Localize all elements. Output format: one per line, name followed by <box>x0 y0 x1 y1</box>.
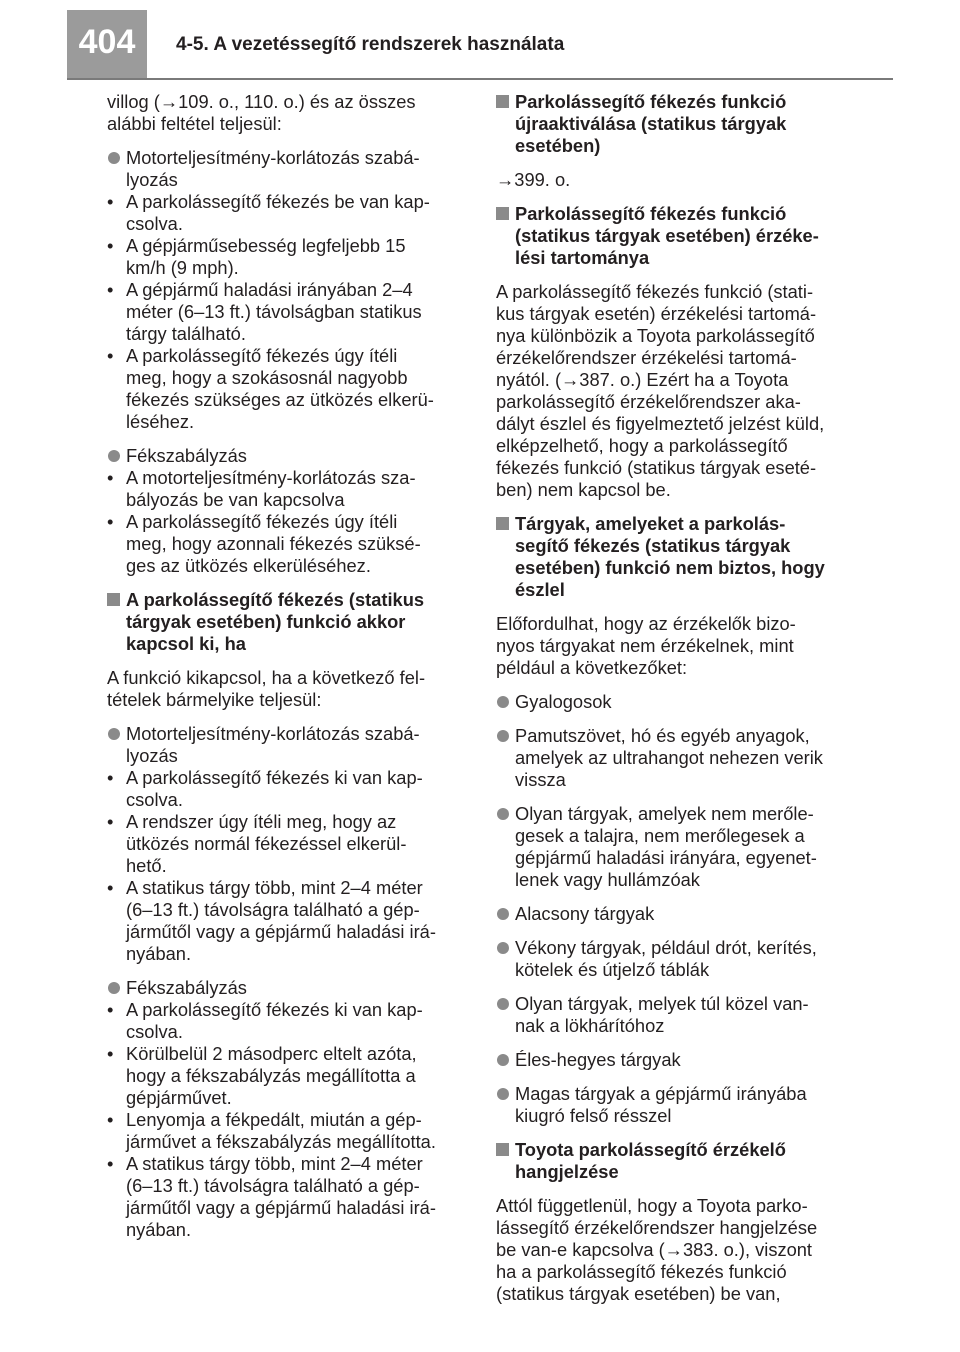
bullet-dot-icon <box>107 445 126 467</box>
heading-undetected-objects: Tárgyak, amelyeket a parkolás- segítő fékezés (statikus tárgyak esetében) funkció nem biztos, hogy észlel <box>496 513 856 601</box>
header-rule <box>67 78 893 80</box>
right-column <box>496 91 856 1317</box>
bullet-dot-icon <box>496 803 515 891</box>
list-item: Éles-hegyes tárgyak <box>496 1049 856 1071</box>
list-item: • A motorteljesítmény-korlátozás sza- bályozás be van kapcsolva <box>107 467 416 510</box>
list-item: • A gépjárműsebesség legfeljebb 15 km/h (9 mph). <box>107 235 406 278</box>
list-item: Gyalogosok <box>496 691 856 713</box>
bullet-dot-icon <box>496 937 515 981</box>
list-item: • A statikus tárgy több, mint 2–4 méter (6–13 ft.) távolságra található a gép- járműtől vagy a gépjármű haladási irá- nyában. <box>107 1153 436 1240</box>
list-item: • A parkolássegítő fékezés ki van kap- csolva. <box>107 767 423 810</box>
heading-function-off: A parkolássegítő fékezés (statikus tárgyak esetében) funkció akkor kapcsol ki, ha <box>107 589 467 655</box>
bullet-brake-control-off: Fékszabályzás • A parkolássegítő fékezés ki van kap- csolva. • Körülbelül 2 másodperc eltelt azóta, hogy a fékszabályzás megállította a gépjárművet. • Lenyomja a fékpedált, miután a gép- járművet a fékszabályzás megállította. • A statikus tárgy több, mint 2–4 méter (6–13 ft.) távolságra található a gép- járműtől vagy a gépjármű haladási irá- nyában. <box>107 977 467 1241</box>
bullet-dot-icon <box>496 1083 515 1127</box>
paragraph-detection-range: A parkolássegítő fékezés funkció (stati- kus tárgyak esetén) érzékelési tartomá- nya különbözik a Toyota parkolássegítő érzékelőrendszer érzékelési tartomá- nyától. (→387. o.) Ezért ha a Toyota parkolássegítő érzékelőrendszer aka- dályt észlel és figyelmeztető jelzést küld, elképzelhető, hogy a parkolássegítő fékezés funkció (statikus tárgyak eseté- ben) nem kapcsol be. <box>496 281 825 500</box>
list-item: • A parkolássegítő fékezés úgy ítéli meg, hogy azonnali fékezés szüksé- ges az ütközés elkerüléséhez. <box>107 511 421 576</box>
list-item: • A parkolássegítő fékezés be van kap- csolva. <box>107 191 430 234</box>
paragraph-off-conditions: A funkció kikapcsol, ha a következő fel- tételek bármelyike teljesül: <box>107 667 426 710</box>
section-title: 4-5. A vezetéssegítő rendszerek használata <box>176 34 565 55</box>
heading-square-icon <box>107 589 126 655</box>
bullet-dot-icon <box>496 993 515 1037</box>
list-item: Alacsony tárgyak <box>496 903 856 925</box>
paragraph-undetected-objects: Előfordulhat, hogy az érzékelők bizo- nyos tárgyakat nem érzékelnek, mint például a következőket: <box>496 613 796 678</box>
page-reference: →399. o. <box>496 169 571 190</box>
heading-square-icon <box>496 203 515 269</box>
heading-reactivation: Parkolássegítő fékezés funkció újraaktiválása (statikus tárgyak esetében) <box>496 91 856 157</box>
bullet-dot-icon <box>496 1049 515 1071</box>
list-item: • A parkolássegítő fékezés ki van kap- csolva. <box>107 999 423 1042</box>
list-item: • Lenyomja a fékpedált, miután a gép- járművet a fékszabályzás megállította. <box>107 1109 436 1152</box>
paragraph-sensor-buzzer: Attól függetlenül, hogy a Toyota parko- lássegítő érzékelőrendszer hangjelzése be van-e kapcsolva (→383. o.), viszont ha a parkolássegítő fékezés funkció (statikus tárgyak esetében) be van, <box>496 1195 818 1304</box>
list-item: Magas tárgyak a gépjármű irányába kiugró felső résszel <box>496 1083 856 1127</box>
list-item: • A rendszer úgy ítéli meg, hogy az ütközés normál fékezéssel elkerül- hető. <box>107 811 407 876</box>
bullet-dot-icon <box>496 903 515 925</box>
bullet-engine-limit-on: Motorteljesítmény-korlátozás szabá- lyozás • A parkolássegítő fékezés be van kap- csolva. • A gépjárműsebesség legfeljebb 15 km/h (9 mph). • A gépjármű haladási irányában 2–4 méter (6–13 ft.) távolságban statikus tárgy található. • A parkolássegítő fékezés úgy ítéli meg, hogy a szokásosnál nagyobb fékezés szükséges az ütközés elkerü- léséhez. <box>107 147 467 433</box>
list-item: • A parkolássegítő fékezés úgy ítéli meg, hogy a szokásosnál nagyobb fékezés szükséges az ütközés elkerü- léséhez. <box>107 345 434 432</box>
bullet-dot-icon <box>496 725 515 791</box>
bullet-engine-limit-off: Motorteljesítmény-korlátozás szabá- lyozás • A parkolássegítő fékezés ki van kap- csolva. • A rendszer úgy ítéli meg, hogy az ütközés normál fékezéssel elkerül- hető. • A statikus tárgy több, mint 2–4 méter (6–13 ft.) távolságra található a gép- járműtől vagy a gépjármű haladási irá- nyában. <box>107 723 467 965</box>
bullet-dot-icon <box>107 977 126 999</box>
list-item: • Körülbelül 2 másodperc eltelt azóta, hogy a fékszabályzás megállította a gépjárművet. <box>107 1043 417 1108</box>
intro-paragraph: villog (→109. o., 110. o.) és az összes alábbi feltétel teljesül: <box>107 91 416 134</box>
heading-detection-range: Parkolássegítő fékezés funkció (statikus tárgyak esetében) érzéke- lési tartománya <box>496 203 856 269</box>
list-item: • A statikus tárgy több, mint 2–4 méter (6–13 ft.) távolságra található a gép- járműtől vagy a gépjármű haladási irá- nyában. <box>107 877 436 964</box>
list-item: Vékony tárgyak, például drót, kerítés, kötelek és útjelző táblák <box>496 937 856 981</box>
list-item: Pamutszövet, hó és egyéb anyagok, amelyek az ultrahangot nehezen verik vissza <box>496 725 856 791</box>
bullet-brake-control-on: Fékszabályzás • A motorteljesítmény-korlátozás sza- bályozás be van kapcsolva • A parkolássegítő fékezés úgy ítéli meg, hogy azonnali fékezés szüksé- ges az ütközés elkerüléséhez. <box>107 445 467 577</box>
list-item: Olyan tárgyak, melyek túl közel van- nak a lökhárítóhoz <box>496 993 856 1037</box>
list-item: Olyan tárgyak, amelyek nem merőle- gesek a talajra, nem merőlegesek a gépjármű haladási irányára, egyenet- lenek vagy hullámzóak <box>496 803 856 891</box>
page-number: 404 <box>78 23 136 61</box>
left-column <box>107 91 467 1253</box>
list-item: • A gépjármű haladási irányában 2–4 méter (6–13 ft.) távolságban statikus tárgy található. <box>107 279 422 344</box>
bullet-dot-icon <box>107 147 126 191</box>
heading-sensor-buzzer: Toyota parkolássegítő érzékelő hangjelzése <box>496 1139 856 1183</box>
bullet-dot-icon <box>496 691 515 713</box>
heading-square-icon <box>496 91 515 157</box>
bullet-dot-icon <box>107 723 126 767</box>
page-header <box>0 0 960 80</box>
heading-square-icon <box>496 513 515 601</box>
heading-square-icon <box>496 1139 515 1183</box>
